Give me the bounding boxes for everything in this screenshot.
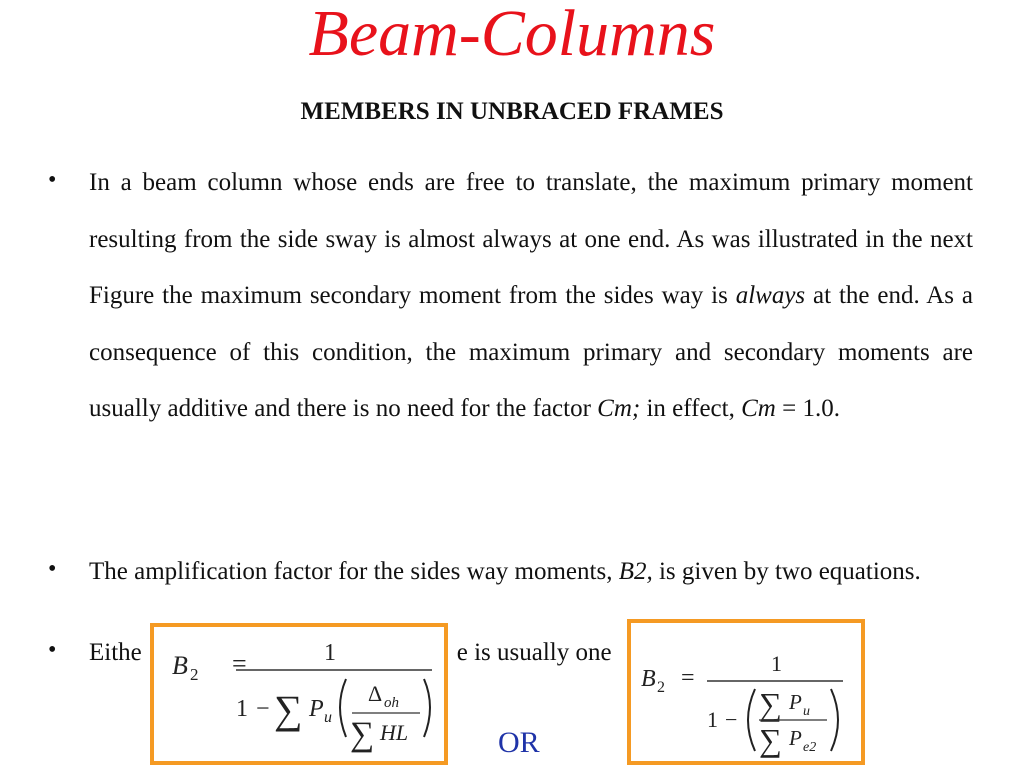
text-run: e is usually one bbox=[456, 639, 612, 666]
bullet-marker: • bbox=[48, 637, 57, 663]
bullet-paragraph-2 bbox=[89, 553, 973, 590]
slide-subtitle: MEMBERS IN UNBRACED FRAMES bbox=[300, 98, 724, 125]
text-run: at the end. As a consequence of this condition, the maximum primary and secondary moments are usually additive and there is no need for the factor bbox=[89, 282, 973, 422]
eq2-top-p-sub: u bbox=[803, 704, 810, 719]
eq1-delta: Δ bbox=[368, 681, 383, 706]
eq2-lhs-sub: 2 bbox=[657, 679, 665, 696]
bullet-marker: • bbox=[48, 167, 57, 193]
eq1-sum: ∑ bbox=[274, 687, 303, 732]
eq2-numerator: 1 bbox=[771, 651, 782, 676]
eq2-left-paren bbox=[748, 689, 755, 751]
eq1-numerator: 1 bbox=[324, 640, 336, 666]
eq2-equals: = bbox=[681, 665, 695, 691]
eq2-top-p: P bbox=[789, 690, 802, 714]
eq2-minus: − bbox=[725, 707, 738, 732]
text-run-italic: Cm; bbox=[597, 395, 641, 422]
bullet-paragraph-1 bbox=[89, 155, 973, 438]
eq1-minus: − bbox=[256, 696, 270, 722]
eq2-one: 1 bbox=[707, 707, 718, 732]
text-run-italic: B2, bbox=[618, 558, 653, 585]
text-run-italic: Cm bbox=[741, 395, 776, 422]
text-run: = 1.0. bbox=[775, 395, 840, 422]
text-run: The amplification factor for the sides way moments, bbox=[89, 558, 619, 585]
eq1-inner-sum: ∑ bbox=[350, 716, 375, 753]
equation-1-graphic bbox=[154, 627, 444, 761]
equation-box-1 bbox=[150, 623, 448, 765]
text-run: in effect, bbox=[640, 395, 742, 422]
bullet-marker: • bbox=[48, 556, 57, 582]
eq1-lhs-sub: 2 bbox=[190, 665, 199, 684]
text-run: Eithe bbox=[89, 639, 142, 666]
text-run: In a beam column whose ends are free to translate, the maximum primary moment resulting from the side sway is almost always at one end. As was illustrated in the next Figure the maximum secondary moment from the sides way is bbox=[89, 169, 973, 309]
eq2-bottom-sum: ∑ bbox=[759, 722, 782, 758]
eq1-hl: HL bbox=[380, 720, 409, 745]
slide-title: Beam-Columns bbox=[308, 0, 716, 70]
eq1-lhs: B bbox=[172, 651, 188, 680]
text-run-italic: always bbox=[735, 282, 806, 309]
eq2-bottom-p: P bbox=[789, 726, 802, 750]
eq1-equals: = bbox=[232, 649, 247, 678]
equation-2-graphic bbox=[631, 623, 861, 761]
eq1-delta-sub: oh bbox=[384, 695, 399, 711]
eq1-p-sub: u bbox=[324, 709, 332, 726]
equation-box-2 bbox=[627, 619, 865, 765]
eq1-left-paren bbox=[340, 679, 346, 737]
eq2-top-sum: ∑ bbox=[759, 686, 782, 722]
eq1-one: 1 bbox=[236, 696, 248, 722]
eq2-lhs: B bbox=[641, 666, 656, 692]
eq2-right-paren bbox=[831, 689, 838, 751]
eq2-bottom-p-sub: e2 bbox=[803, 740, 817, 755]
or-label: OR bbox=[498, 726, 540, 759]
text-run: is given by two equations. bbox=[652, 558, 921, 585]
eq1-p: P bbox=[309, 696, 324, 722]
eq1-right-paren bbox=[424, 679, 430, 737]
